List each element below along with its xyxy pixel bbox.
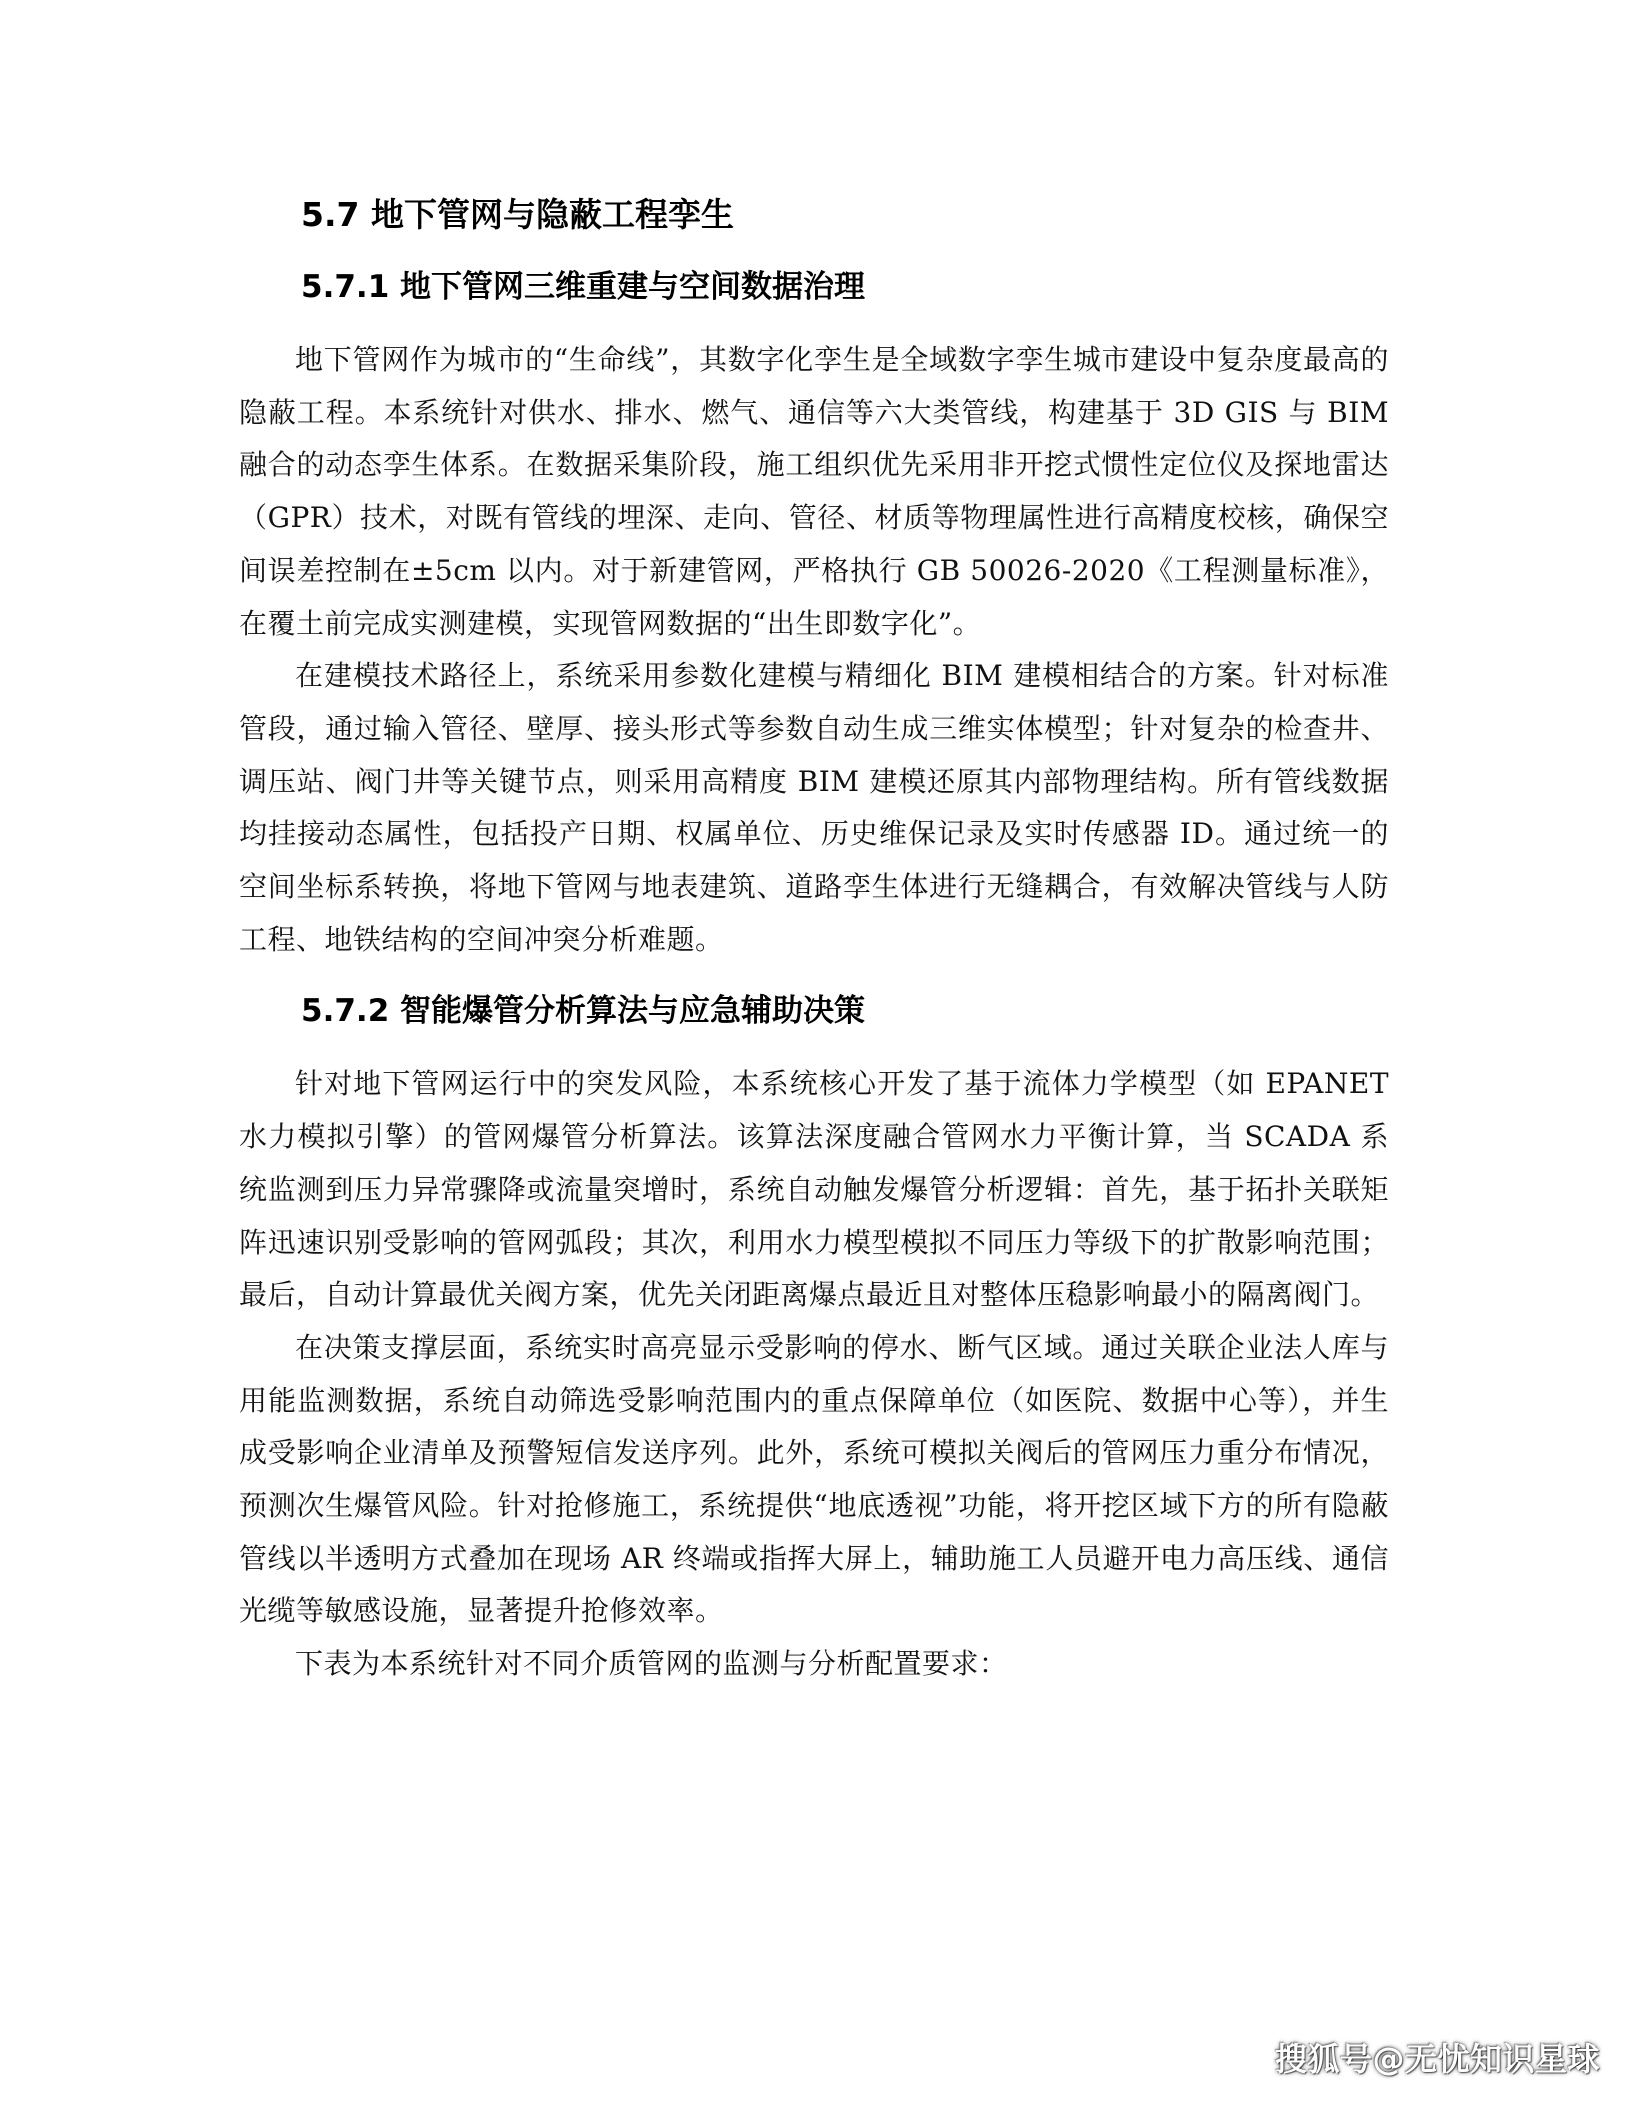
paragraph: 针对地下管网运行中的突发风险，本系统核心开发了基于流体力学模型（如 EPANET 水力模拟引擎）的管网爆管分析算法。该算法深度融合管网水力平衡计算，当 SCADA 系统监测到压力异常骤降或流量突增时，系统自动触发爆管分析逻辑：首先，基于拓扑关联矩阵迅速识别受影响的管网弧段；其次，利用水力模型模拟不同压力等级下的扩散影响范围；最后，自动计算最优关阀方案，优先关闭距离爆点最近且对整体压稳影响最小的隔离阀门。	[239, 1067, 1389, 1312]
paragraph: 在决策支撑层面，系统实时高亮显示受影响的停水、断气区域。通过关联企业法人库与用能监测数据，系统自动筛选受影响范围内的重点保障单位（如医院、数据中心等），并生成受影响企业清单及预警短信发送序列。此外，系统可模拟关阀后的管网压力重分布情况，预测次生爆管风险。针对抢修施工，系统提供“地底透视”功能，将开挖区域下方的所有隐蔽管线以半透明方式叠加在现场 AR 终端或指挥大屏上，辅助施工人员避开电力高压线、通信光缆等敏感设施，显著提升抢修效率。	[239, 1330, 1389, 1628]
spacer	[239, 312, 1389, 334]
subsection-title-5-7-1: 5.7.1 地下管网三维重建与空间数据治理	[301, 269, 866, 305]
subsection-title-5-7-2: 5.7.2 智能爆管分析算法与应急辅助决策	[301, 993, 866, 1030]
table-intro-paragraph: 下表为本系统针对不同介质管网的监测与分析配置要求：	[295, 1647, 1008, 1681]
spacer	[239, 966, 1389, 986]
paragraph: 在建模技术路径上，系统采用参数化建模与精细化 BIM 建模相结合的方案。针对标准管段，通过输入管径、壁厚、接头形式等参数自动生成三维实体模型；针对复杂的检查井、调压站、阀门井等关键节点，则采用高精度 BIM 建模还原其内部物理结构。所有管线数据均挂接动态属性，包括投产日期、权属单位、历史维保记录及实时传感器 ID。通过统一的空间坐标系转换，将地下管网与地表建筑、道路孪生体进行无缝耦合，有效解决管线与人防工程、地铁结构的空间冲突分析难题。	[239, 659, 1389, 956]
spacer	[239, 1036, 1389, 1058]
section-title: 5.7 地下管网与隐蔽工程孪生	[301, 195, 734, 234]
watermark-text: 搜狐号@无忧知识星球	[1274, 2040, 1600, 2078]
spacer	[239, 240, 1389, 262]
paragraph: 地下管网作为城市的“生命线”，其数字化孪生是全域数字孪生城市建设中复杂度最高的隐蔽工程。本系统针对供水、排水、燃气、通信等六大类管线，构建基于 3D GIS 与 BIM 融合的动态孪生体系。在数据采集阶段，施工组织优先采用非开挖式惯性定位仪及探地雷达（GPR）技术，对既有管线的埋深、走向、管径、材质等物理属性进行高精度校核，确保空间误差控制在±5cm 以内。对于新建管网，严格执行 GB 50026-2020《工程测量标准》，在覆土前完成实测建模，实现管网数据的“出生即数字化”。	[239, 343, 1389, 640]
document-body	[239, 190, 1389, 1691]
